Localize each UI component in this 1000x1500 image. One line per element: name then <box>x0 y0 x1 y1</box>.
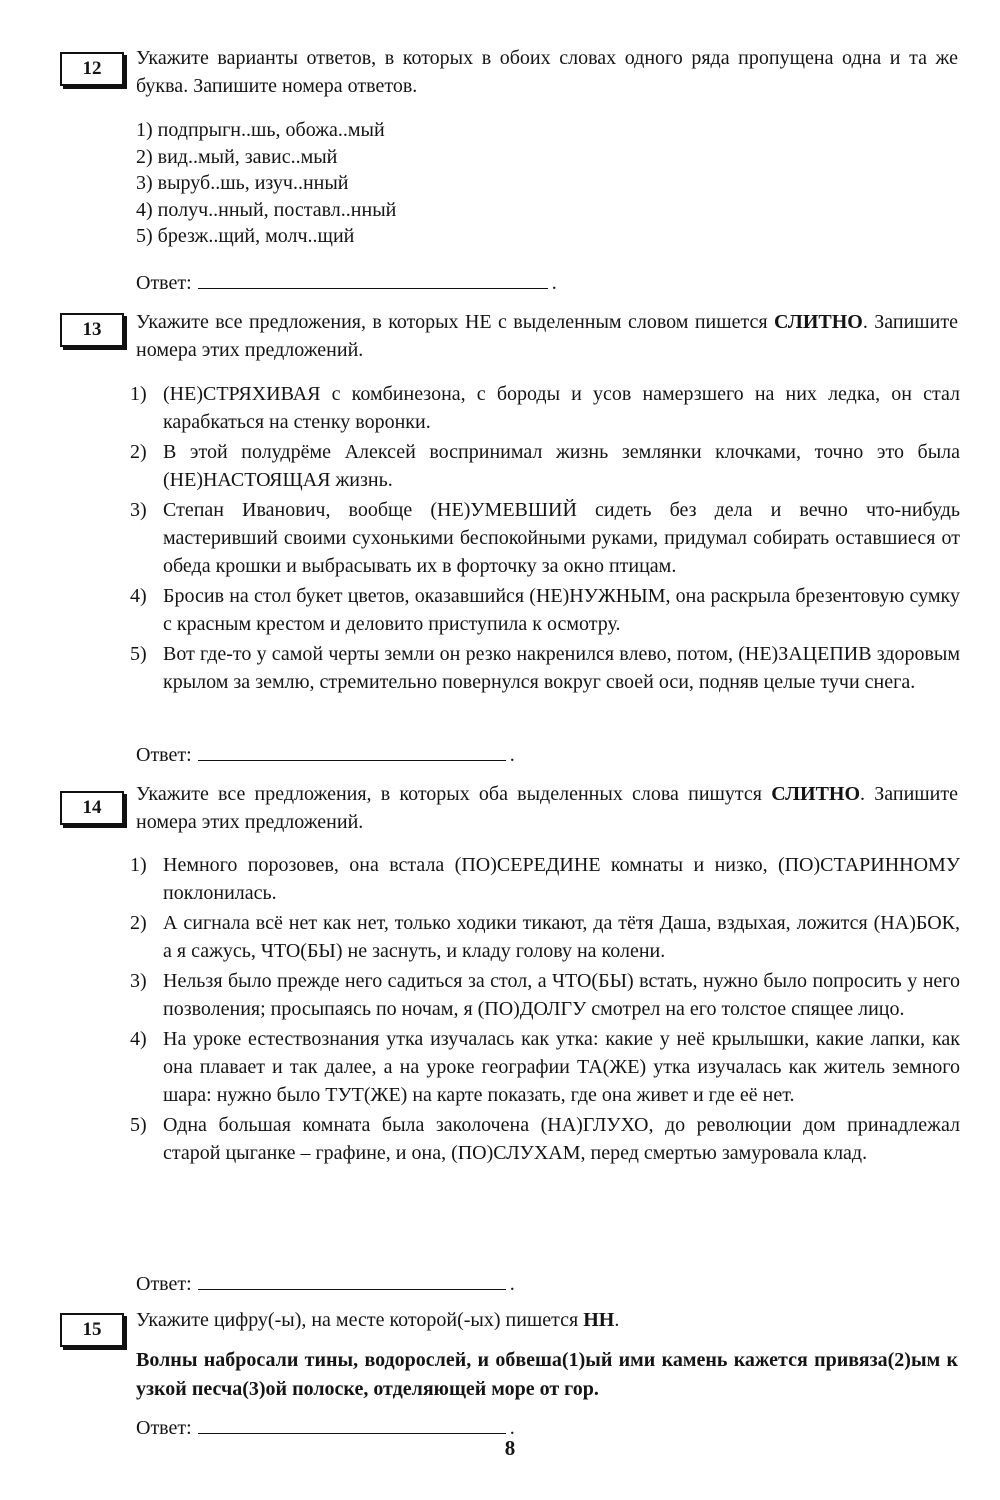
prompt-bold: НН <box>583 1309 615 1331</box>
option-text: Нельзя было прежде него садиться за стол, а ЧТО(БЫ) встать, нужно было попросить у него позволения; просыпаясь по ночам, я (ПО)ДОЛГУ смотрел на его толстое спящее лицо. <box>163 970 960 1020</box>
task-prompt <box>136 1306 958 1334</box>
option-text: Бросив на стол букет цветов, оказавшийся (НЕ)НУЖНЫМ, она раскрыла брезентовую сумку с красным крестом и деловито приступила к осмотру. <box>163 585 960 635</box>
option-item: 1) подпрыгн..шь, обожа..мый <box>136 119 385 141</box>
option-number: 4) <box>130 1028 147 1050</box>
option-number: 2) <box>130 912 147 934</box>
task-prompt <box>136 308 958 364</box>
option-number: 5) <box>130 643 147 665</box>
option-text: На уроке естествознания утка изучалась как утка: какие у неё крылышки, какие лапки, как она плавает и так далее, а на уроке географии ТА(ЖЕ) утка изучалась как житель земного шара: нужно было ТУТ(ЖЕ) на карте показать, где она живет и где её нет. <box>163 1028 960 1106</box>
answer-end: . <box>509 1273 515 1295</box>
option-number: 5) <box>130 1114 147 1136</box>
page-number: 8 <box>504 1436 516 1460</box>
prompt-tail: . Запишите номера этих предложений. <box>136 311 958 361</box>
answer-end: . <box>509 1417 515 1439</box>
option-item <box>130 909 960 965</box>
option-text: Немного порозовев, она встала (ПО)СЕРЕДИНЕ комнаты и низко, (ПО)СТАРИННОМУ поклонилась. <box>163 854 960 904</box>
task-number-box: 12 <box>60 52 124 86</box>
option-number: 3) <box>130 970 147 992</box>
prompt-text: Укажите цифру(-ы), на месте которой(-ых) пишется <box>136 1309 584 1331</box>
task-prompt: Укажите варианты ответов, в которых в обоих словах одного ряда пропущена одна и та же буква. Запишите номера ответов. <box>136 47 958 97</box>
answer-line[interactable] <box>198 268 548 289</box>
options-list <box>136 117 396 250</box>
options-list <box>130 380 960 698</box>
answer-label: Ответ: <box>136 1273 192 1295</box>
prompt-text: Укажите все предложения, в которых оба выделенных слова пишутся <box>136 783 772 805</box>
options-list <box>130 851 960 1169</box>
prompt-bold: СЛИТНО <box>773 311 863 333</box>
answer-end: . <box>551 272 557 294</box>
option-item: 5) брезж..щий, молч..щий <box>136 225 355 247</box>
task-number-box: 14 <box>60 791 124 825</box>
answer-line[interactable] <box>198 1269 506 1290</box>
option-item <box>130 967 960 1023</box>
prompt-tail: . <box>614 1309 620 1331</box>
option-text: Вот где-то у самой черты земли он резко накренился влево, потом, (НЕ)ЗАЦЕПИВ здоровым крылом за землю, стремительно повернулся вокруг своей оси, подняв целые тучи снега. <box>163 643 960 693</box>
prompt-tail: . Запишите номера этих предложений. <box>136 783 959 833</box>
answer-line[interactable] <box>198 1413 506 1434</box>
option-item <box>130 640 960 696</box>
task-number-box: 13 <box>60 313 124 347</box>
option-item <box>130 380 960 436</box>
answer-row <box>136 1269 515 1297</box>
option-item <box>130 582 960 638</box>
option-number: 2) <box>130 441 147 463</box>
option-item: 3) выруб..шь, изуч..нный <box>136 172 349 194</box>
option-item <box>130 438 960 494</box>
option-item <box>130 1025 960 1109</box>
prompt-bold: СЛИТНО <box>771 783 861 805</box>
option-item: 2) вид..мый, завис..мый <box>136 145 338 168</box>
option-item <box>130 851 960 907</box>
option-text: (НЕ)СТРЯХИВАЯ с комбинезона, с бороды и усов намерзшего на них ледка, он стал карабкаться на стенку воронки. <box>163 383 960 433</box>
answer-row <box>136 740 515 768</box>
task-sentence: Волны набросали тины, водорослей, и обвеша(1)ый ими камень кажется привяза(2)ым к узкой песча(3)ой полоске, отделяющей море от гор. <box>136 1349 958 1400</box>
option-text: В этой полудрёме Алексей воспринимал жизнь землянки клочками, точно это была (НЕ)НАСТОЯЩАЯ жизнь. <box>163 441 960 491</box>
task-prompt <box>136 780 958 836</box>
prompt-text: Укажите все предложения, в которых НЕ с выделенным словом пишется <box>136 311 774 333</box>
task-number-box: 15 <box>60 1313 124 1347</box>
option-number: 4) <box>130 585 147 607</box>
answer-end: . <box>509 744 515 766</box>
answer-label: Ответ: <box>136 1417 192 1439</box>
option-item: 4) получ..нный, поставл..нный <box>136 198 397 221</box>
answer-label: Ответ: <box>136 744 192 766</box>
option-number: 1) <box>130 854 147 876</box>
answer-label: Ответ: <box>136 272 192 294</box>
option-item <box>130 496 960 580</box>
answer-line[interactable] <box>198 740 506 761</box>
option-text: Степан Иванович, вообще (НЕ)УМЕВШИЙ сидеть без дела и вечно что-нибудь мастеривший своими сухонькими беспокойными руками, придумал собирать оставшиеся от обеда крошки и выбрасывать их в форточку за окно птицам. <box>163 499 960 577</box>
option-text: Одна большая комната была заколочена (НА)ГЛУХО, до революции дом принадлежал старой цыганке – графине, и она, (ПО)СЛУХАМ, перед смертью замуровала клад. <box>163 1114 960 1164</box>
option-number: 3) <box>130 499 147 521</box>
answer-row <box>136 268 557 296</box>
option-item <box>130 1111 960 1167</box>
option-text: А сигнала всё нет как нет, только ходики тикают, да тётя Даша, вздыхая, ложится (НА)БОК, а я сажусь, ЧТО(БЫ) не заснуть, и кладу голову на колени. <box>163 912 960 962</box>
option-number: 1) <box>130 383 147 405</box>
